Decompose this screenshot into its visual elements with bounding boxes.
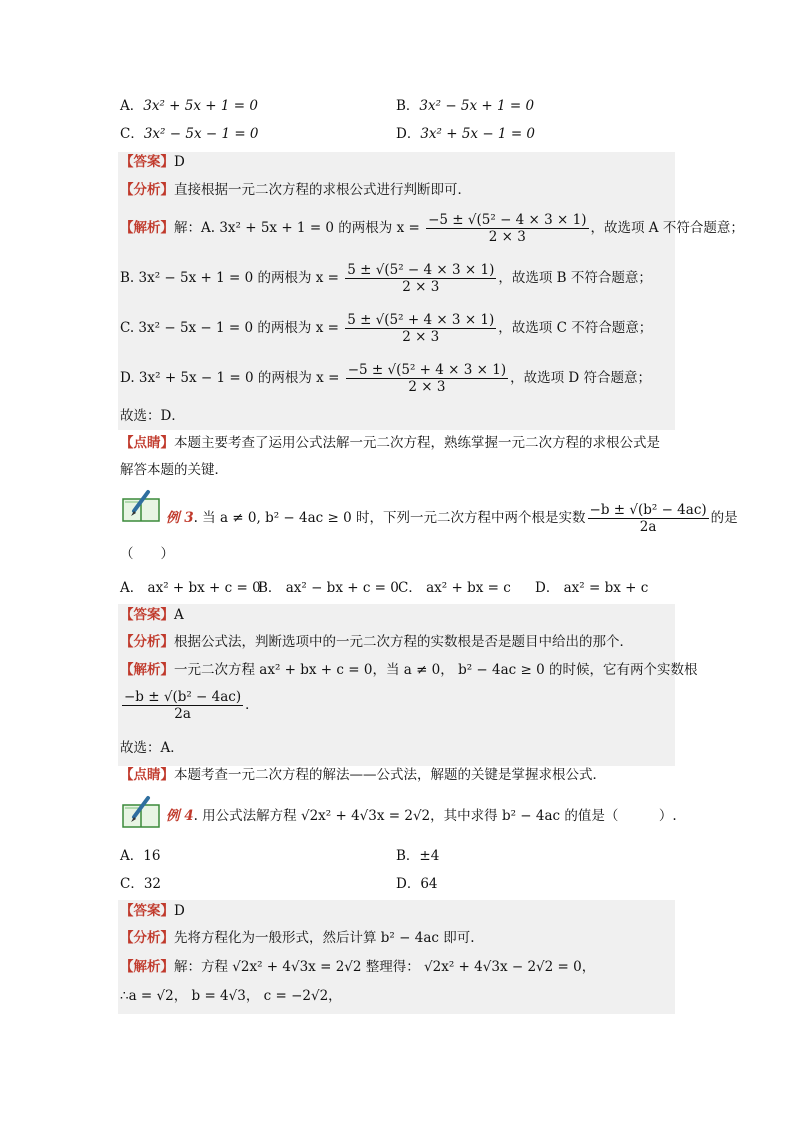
fraction-denominator: 2a [174, 706, 191, 722]
answer-value: D [174, 154, 185, 170]
solution-b-post: ，故选项 B 不符合题意； [498, 270, 652, 286]
fraction-denominator: 2 × 3 [488, 229, 526, 245]
option-b-equation: 3x² − 5x + 1 = 0 [419, 98, 535, 114]
example-3-stem-post: 的是 [710, 510, 738, 526]
solution-b-pre: B. 3x² − 5x + 1 = 0 的两根为 x = [120, 270, 344, 286]
example-3-answer [120, 606, 184, 624]
solution-d-fraction [346, 362, 508, 395]
example-4-solution [120, 958, 595, 976]
fraction-denominator: 2 × 3 [402, 329, 440, 345]
example-3-stem [166, 502, 738, 535]
solution-c-line [120, 312, 652, 345]
example-3-stem-pre: . 当 a ≠ 0, b² − 4ac ≥ 0 时，下列一元二次方程中两个根是实数 [193, 510, 586, 526]
example-4-option-d: D．64 [396, 876, 438, 892]
fraction-numerator: 5 ± √(5² − 4 × 3 × 1) [347, 262, 495, 278]
option-b-label: B． [396, 98, 420, 114]
example-4-label: 例 4 [166, 808, 194, 824]
solution-end: ． [245, 697, 259, 713]
fraction-denominator: 2 × 3 [408, 379, 446, 395]
example-4-stem-text: . 用公式法解方程 √2x² + 4√3x = 2√2，其中求得 b² − 4ac 的值是（ ）. [193, 808, 677, 824]
option-a-label: A． [120, 98, 144, 114]
fraction-numerator: 5 ± √(5² + 4 × 3 × 1) [347, 312, 495, 328]
example-3-fraction [588, 502, 709, 535]
solution-c-pre: C. 3x² − 5x − 1 = 0 的两根为 x = [120, 320, 344, 336]
example-3-analysis [120, 633, 633, 651]
example-3-option-c: C． ax² + bx = c [398, 580, 511, 596]
example-4-option-a: A．16 [120, 848, 161, 864]
comment-text: 本题考查一元二次方程的解法——公式法，解题的关键是掌握求根公式． [174, 767, 606, 783]
answer-line [120, 153, 185, 171]
option-a-equation: 3x² + 5x + 1 = 0 [143, 98, 258, 114]
book-pencil-icon [120, 489, 164, 523]
fraction-denominator: 2a [639, 519, 657, 535]
solution-a-line [120, 212, 744, 245]
solution-b-line [120, 262, 652, 295]
comment-line-1 [120, 434, 660, 452]
answer-tag: 【答案】 [120, 607, 174, 623]
solution-c-post: ，故选项 C 不符合题意； [498, 320, 653, 336]
solution-a-pre: 解：A. 3x² + 5x + 1 = 0 的两根为 x = [174, 220, 425, 236]
solution-c-fraction [345, 312, 496, 345]
option-d [396, 125, 535, 143]
solution-tag: 【解析】 [120, 959, 174, 975]
example-3-solution-fraction [122, 689, 243, 722]
analysis-text: 直接根据一元二次方程的求根公式进行判断即可． [174, 182, 471, 198]
solution-text: 一元二次方程 ax² + bx + c = 0，当 a ≠ 0， b² − 4ac ≥ 0 的时候，它有两个实数根 [174, 662, 698, 678]
example-4-stem [166, 807, 677, 825]
example-4-solution-2: ∴a = √2， b = 4√3， c = −2√2， [120, 988, 342, 1004]
solution-b-fraction [345, 262, 496, 295]
answer-value: A [174, 607, 184, 623]
answer-tag: 【答案】 [120, 903, 174, 919]
book-pencil-icon [120, 795, 164, 829]
example-3-comment [120, 766, 606, 784]
fraction-numerator: −b ± √(b² − 4ac) [589, 502, 707, 518]
example-3-blank: （ ） [120, 546, 174, 562]
solution-a-fraction [426, 212, 588, 245]
solution-a-post: ，故选项 A 不符合题意； [590, 220, 744, 236]
option-c-label: C． [120, 126, 144, 142]
example-3-option-d: D． ax² = bx + c [535, 580, 649, 596]
comment-tag: 【点睛】 [120, 767, 174, 783]
answer-tag: 【答案】 [120, 154, 174, 170]
example-3-option-a: A． ax² + bx + c = 0 [120, 580, 261, 596]
option-d-equation: 3x² + 5x − 1 = 0 [420, 126, 536, 142]
fraction-denominator: 2 × 3 [402, 279, 440, 295]
answer-value: D [174, 903, 185, 919]
analysis-text: 先将方程化为一般形式，然后计算 b² − 4ac 即可. [174, 930, 475, 946]
analysis-text: 根据公式法，判断选项中的一元二次方程的实数根是否是题目中给出的那个． [174, 634, 633, 650]
answer-area-ex3 [118, 604, 675, 766]
fraction-numerator: −5 ± √(5² + 4 × 3 × 1) [347, 362, 507, 378]
analysis-tag: 【分析】 [120, 182, 174, 198]
example-3-option-b: B． ax² − bx + c = 0 [258, 580, 399, 596]
fraction-numerator: −5 ± √(5² − 4 × 3 × 1) [428, 212, 587, 228]
example-3-solution [120, 661, 698, 679]
example-3-label: 例 3 [166, 510, 194, 526]
option-c [120, 125, 259, 143]
option-b [396, 97, 534, 115]
example-4-option-b: B．±4 [396, 848, 440, 864]
example-4-analysis [120, 929, 475, 947]
fraction-numerator: −b ± √(b² − 4ac) [124, 689, 242, 705]
solution-tag: 【解析】 [120, 220, 174, 236]
solution-d-line [120, 362, 651, 395]
solution-d-post: ，故选项 D 符合题意； [510, 370, 651, 386]
analysis-line [120, 181, 471, 199]
solution-tag: 【解析】 [120, 662, 174, 678]
option-d-label: D． [396, 126, 421, 142]
comment-tag: 【点睛】 [120, 435, 174, 451]
example-3-choose: 故选：A． [120, 740, 184, 756]
analysis-tag: 【分析】 [120, 930, 174, 946]
comment-line-2: 解答本题的关键． [120, 462, 228, 478]
choose-line: 故选：D． [120, 408, 185, 424]
example-3-solution-fraction-line [120, 689, 259, 722]
example-4-option-c: C．32 [120, 876, 162, 892]
solution-text: 解：方程 √2x² + 4√3x = 2√2 整理得： √2x² + 4√3x − 2√2 = 0， [174, 959, 596, 975]
analysis-tag: 【分析】 [120, 634, 174, 650]
example-4-answer [120, 902, 185, 920]
comment-text-1: 本题主要考查了运用公式法解一元二次方程，熟练掌握一元二次方程的求根公式是 [174, 435, 660, 451]
solution-d-pre: D. 3x² + 5x − 1 = 0 的两根为 x = [120, 370, 344, 386]
option-c-equation: 3x² − 5x − 1 = 0 [143, 126, 259, 142]
option-a [120, 97, 258, 115]
